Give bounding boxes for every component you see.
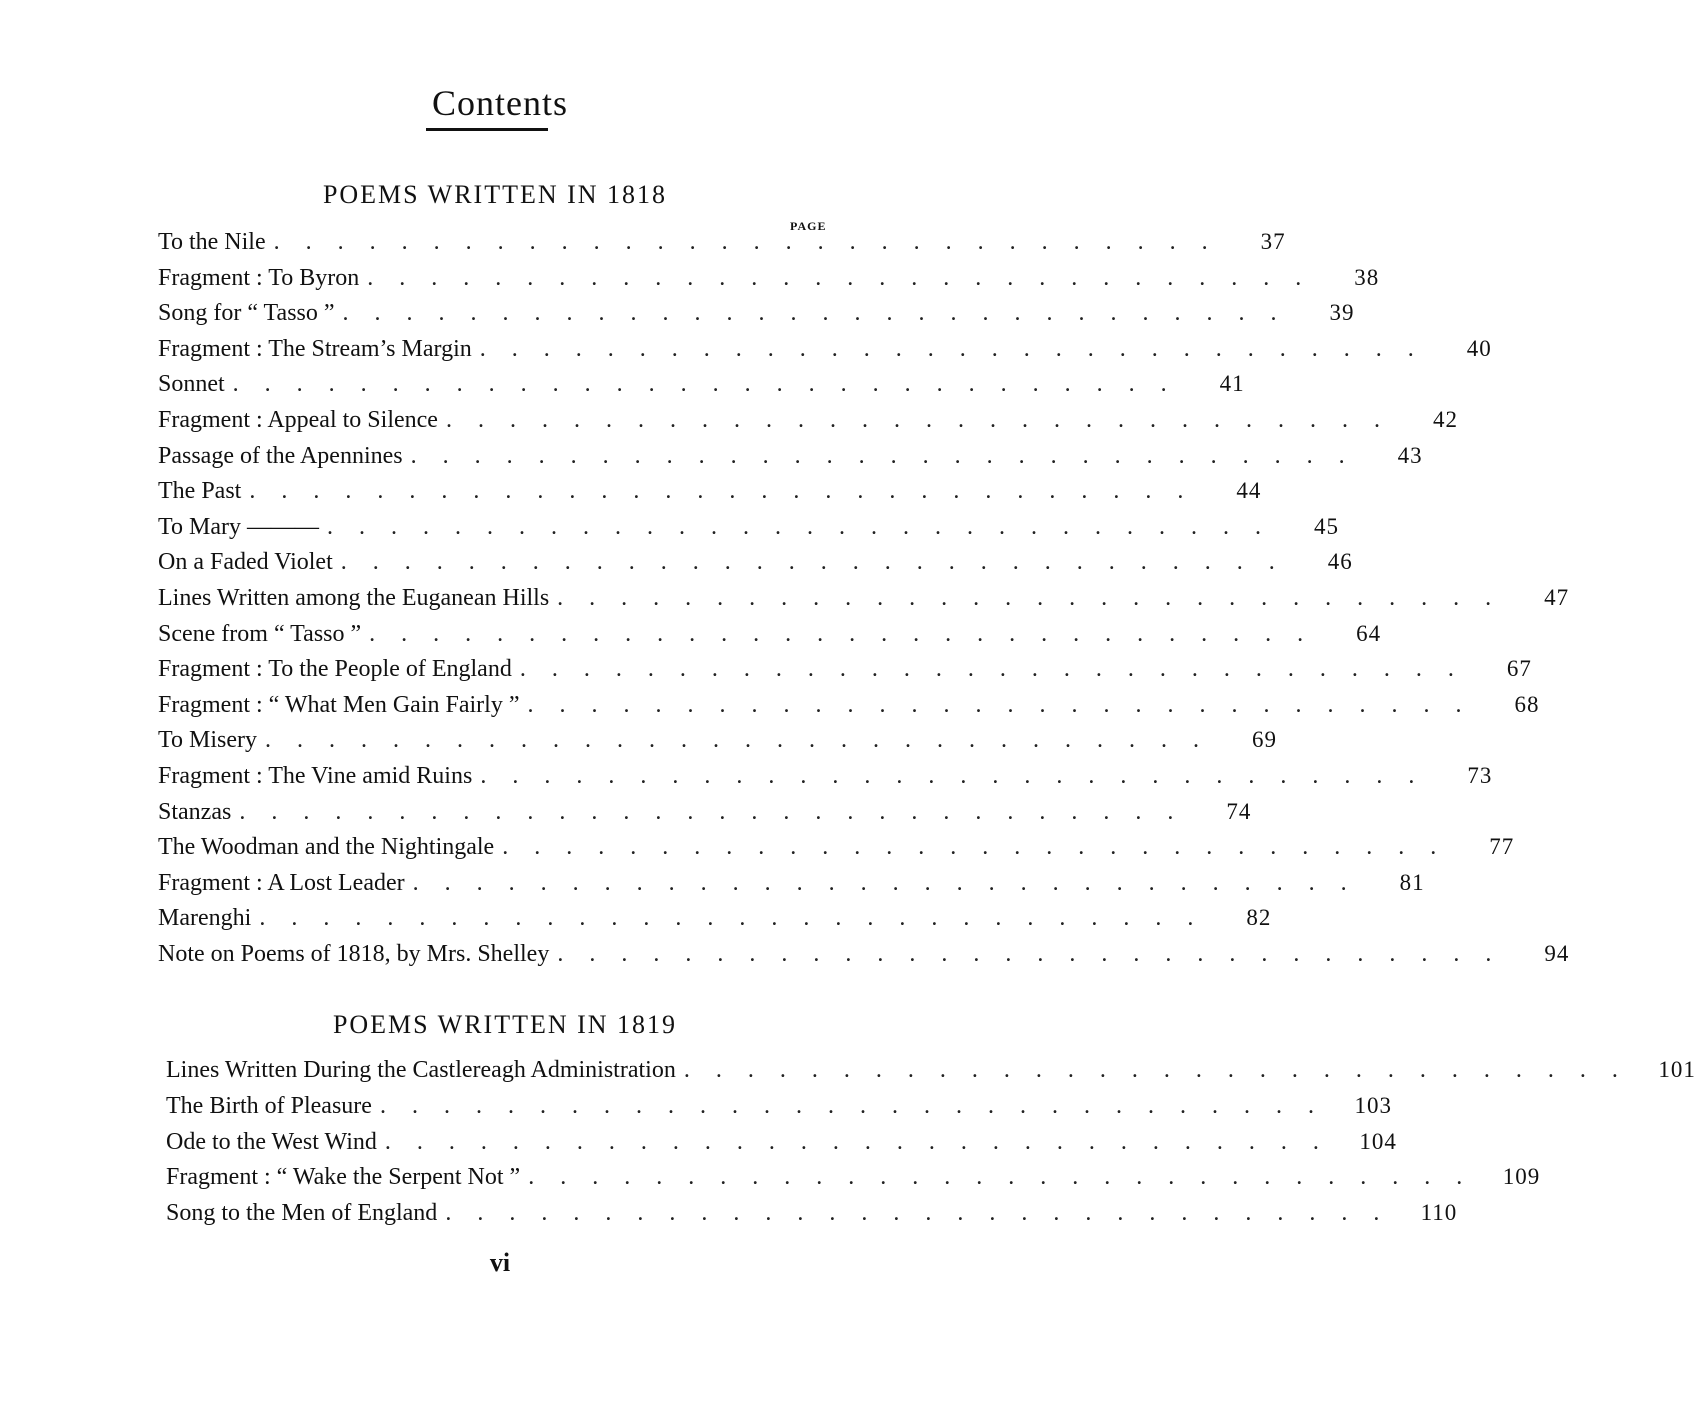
- dot-leader: ..............................: [342, 300, 1303, 327]
- entry-page-number: 104: [1359, 1128, 1397, 1154]
- contents-entry: [158, 620, 1382, 657]
- entry-page-number: 110: [1420, 1200, 1458, 1226]
- entry-page-number: 44: [1236, 478, 1262, 504]
- dot-leader: ..............................: [557, 940, 1518, 967]
- dot-leader: ..............................: [519, 656, 1480, 683]
- contents-entry: [158, 300, 1355, 336]
- contents-list-1819: [166, 1057, 1696, 1236]
- entry-title: On a Faded Violet: [158, 549, 333, 576]
- contents-entry: [158, 549, 1353, 585]
- dot-leader: ..............................: [249, 478, 1210, 505]
- contents-list-1818: [158, 229, 1570, 976]
- page-title: Contents: [431, 83, 568, 123]
- contents-entry: [158, 406, 1458, 443]
- entry-page-number: 103: [1354, 1092, 1392, 1118]
- dot-leader: ..............................: [379, 1092, 1340, 1119]
- dot-leader: ..............................: [528, 1164, 1489, 1191]
- dot-leader: ..............................: [340, 549, 1301, 576]
- contents-entry: [158, 691, 1540, 728]
- contents-entry: [158, 442, 1423, 479]
- entry-title: Passage of the Apennines: [158, 442, 403, 469]
- entry-title: Fragment : A Lost Leader: [158, 869, 405, 896]
- entry-page-number: 42: [1432, 406, 1458, 432]
- entry-page-number: 40: [1466, 335, 1492, 361]
- dot-leader: ..............................: [479, 335, 1440, 362]
- entry-title: The Birth of Pleasure: [166, 1092, 372, 1119]
- entry-title: Scene from “ Tasso ”: [158, 620, 362, 647]
- dot-leader: ..............................: [384, 1128, 1345, 1155]
- entry-page-number: 94: [1544, 940, 1570, 966]
- entry-title: To Misery: [158, 727, 257, 754]
- dot-leader: ..............................: [445, 1200, 1406, 1227]
- contents-entry: [166, 1128, 1397, 1165]
- entry-page-number: 43: [1397, 442, 1423, 468]
- contents-entry: [158, 478, 1262, 514]
- entry-title: Fragment : Appeal to Silence: [158, 406, 438, 433]
- entry-title: Note on Poems of 1818, by Mrs. Shelley: [158, 940, 550, 967]
- entry-page-number: 46: [1327, 549, 1353, 575]
- entry-title: Ode to the West Wind: [166, 1128, 377, 1155]
- entry-page-number: 73: [1467, 762, 1493, 788]
- contents-entry: [158, 869, 1425, 906]
- entry-page-number: 41: [1219, 371, 1245, 397]
- contents-entry: [158, 762, 1493, 799]
- entry-title: Fragment : “ What Men Gain Fairly ”: [158, 691, 520, 718]
- contents-entry: [166, 1092, 1392, 1129]
- contents-entry: [158, 656, 1532, 692]
- entry-title: To Mary ———: [158, 513, 319, 540]
- dot-leader: ..............................: [326, 513, 1287, 540]
- dot-leader: ..............................: [527, 691, 1488, 718]
- entry-page-number: 37: [1260, 229, 1286, 254]
- contents-entry: [158, 264, 1380, 301]
- dot-leader: ..............................: [239, 798, 1200, 825]
- entry-page-number: 45: [1313, 513, 1339, 539]
- entry-page-number: 81: [1399, 869, 1425, 895]
- entry-page-number: 68: [1514, 691, 1540, 717]
- entry-title: Fragment : “ Wake the Serpent Not ”: [166, 1164, 521, 1191]
- dot-leader: ..............................: [410, 442, 1371, 469]
- entry-page-number: 82: [1246, 905, 1272, 931]
- entry-page-number: 67: [1506, 656, 1532, 682]
- dot-leader: ..............................: [264, 727, 1225, 754]
- entry-title: Marenghi: [158, 905, 252, 932]
- dot-leader: ..............................: [683, 1057, 1644, 1083]
- title-rule: [426, 128, 548, 131]
- contents-entry: [158, 905, 1272, 941]
- dot-leader: ..............................: [369, 620, 1330, 647]
- entry-page-number: 109: [1502, 1164, 1541, 1190]
- entry-page-number: 101: [1658, 1057, 1696, 1082]
- dot-leader: ..............................: [502, 834, 1463, 861]
- entry-page-number: 64: [1356, 620, 1382, 646]
- entry-page-number: 77: [1489, 834, 1515, 860]
- contents-entry: [158, 727, 1277, 763]
- entry-page-number: 38: [1354, 264, 1380, 290]
- entry-title: The Past: [158, 478, 242, 505]
- entry-title: The Woodman and the Nightingale: [158, 834, 495, 861]
- entry-title: Fragment : The Vine amid Ruins: [158, 762, 473, 789]
- entry-title: Song for “ Tasso ”: [158, 300, 335, 327]
- contents-entry: [158, 798, 1252, 835]
- entry-title: Song to the Men of England: [166, 1200, 438, 1227]
- section-heading-1818: POEMS WRITTEN IN 1818: [322, 180, 668, 209]
- contents-entry: [166, 1164, 1541, 1200]
- contents-entry: [158, 584, 1570, 621]
- dot-leader: ..............................: [412, 869, 1373, 896]
- section-heading-1819: POEMS WRITTEN IN 1819: [332, 1010, 678, 1039]
- page-column-label: PAGE: [790, 219, 827, 233]
- entry-page-number: 69: [1251, 727, 1277, 753]
- entry-title: To the Nile: [158, 229, 266, 255]
- contents-entry: [158, 513, 1339, 550]
- entry-title: Lines Written During the Castlereagh Administration: [166, 1057, 676, 1083]
- entry-title: Sonnet: [158, 371, 225, 398]
- entry-page-number: 74: [1226, 798, 1252, 824]
- dot-leader: ..............................: [259, 905, 1220, 932]
- contents-entry: [158, 335, 1492, 372]
- dot-leader: ..............................: [273, 229, 1234, 255]
- dot-leader: ..............................: [232, 371, 1193, 398]
- dot-leader: ..............................: [557, 584, 1518, 611]
- page-number: vi: [489, 1248, 511, 1277]
- entry-title: Lines Written among the Euganean Hills: [158, 584, 550, 611]
- entry-page-number: 47: [1544, 584, 1570, 610]
- contents-entry: [158, 834, 1515, 870]
- dot-leader: ..............................: [367, 264, 1328, 291]
- contents-entry: [166, 1057, 1696, 1093]
- contents-entry: [166, 1200, 1458, 1236]
- dot-leader: ..............................: [480, 762, 1441, 789]
- entry-page-number: 39: [1329, 300, 1355, 326]
- contents-entry: [158, 940, 1570, 977]
- entry-title: Fragment : The Stream’s Margin: [158, 335, 472, 362]
- entry-title: Fragment : To Byron: [158, 264, 360, 291]
- contents-entry: [158, 229, 1286, 265]
- dot-leader: ..............................: [445, 406, 1406, 433]
- entry-title: Fragment : To the People of England: [158, 656, 512, 683]
- contents-entry: [158, 371, 1245, 407]
- entry-title: Stanzas: [158, 798, 232, 825]
